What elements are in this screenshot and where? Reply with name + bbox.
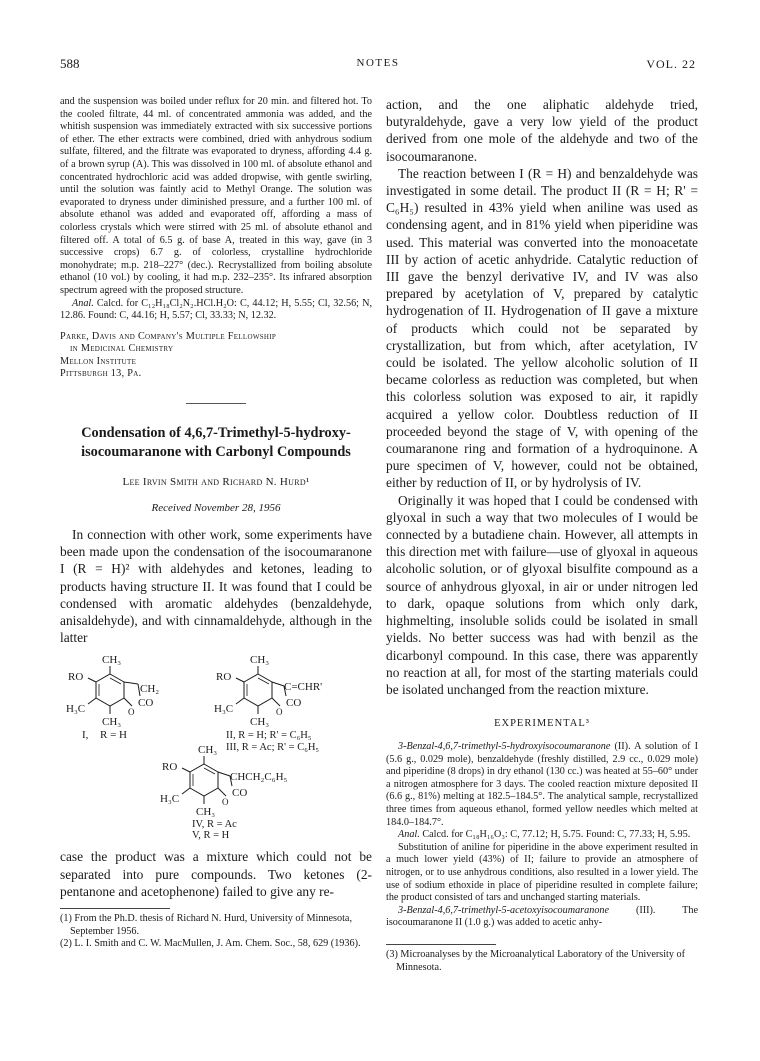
right-paragraph-1: action, and the one aliphatic aldehyde tried, butyraldehyde, gave a very low yield of the product derived from one mole of the aldehyde and two of the isocoumaranone. [386,97,698,164]
footnote-2: (2) L. I. Smith and C. W. MacMullen, J. Am. Chem. Soc., 58, 629 (1936). [60,938,361,950]
experimental-heading: EXPERIMENTAL³ [494,718,590,730]
s1-ro: RO [68,671,84,684]
s1-ch2: CH₂ [140,683,160,696]
right-paragraph-3: Originally it was hoped that I could be condensed with glyoxal in such a way that two molecules of I would be connected by a butadiene chain. However, all attempts in this direction met with failure—use of glyoxal in aqueous alcoholic solution, or of glyoxal bisulfite compound as a source of anhydrous glyoxal, in air or under nitrogen led to dark, opaque solutions from which only dark, highmelting, insoluble solids could be isolated in small yields. No better success was had with benzil as the dicarbonyl compound. In this case, there was apparently no reaction at all, for most of the starting materials could be isolated unchanged from the reaction mixture. [386,492,698,697]
s1-bottom-methyl: CH₃ [102,716,122,729]
s1-h3c: H₃C [66,703,86,716]
volume-label: VOL. 22 [646,57,696,71]
left-column [60,96,372,951]
analysis-line-2 [386,829,698,842]
anal-label: Anal. [72,297,94,309]
footnote-rule-right [386,944,496,945]
structure-II-III [214,654,322,753]
compound-II-title: 3-Benzal-4,6,7-trimethyl-5-hydroxyisocoumaranone [398,741,611,753]
s2-bottom-methyl: CH₃ [250,716,270,729]
right-paragraph-2: The reaction between I (R = H) and benzaldehyde was investigated in some detail. The product II (R = H; R' = C₆H₅) resulted in 43% yield when aniline was used as condensing agent, and in 81% yield when piperidine was used. This material was converted into the monoacetate III by action of acetic anhydride. Catalytic reduction of III gave the benzyl derivative IV, and IV was also prepared by acetylation of V, prepared by catalytic hydrogenation of II. Hydrogenation of II gave a mixture of products which could not be separated by crystallization, but from which, after acetylation, IV could be isolated. The yellow alcoholic solution of II became colorless as reduction was completed, but when this colorless solution was exposed to air, it rapidly acquired a yellow color. Doubtless reduction of II proceeded beyond the stage of V, with opening of the coumaranone ring and formation of a hydroquinone. A pure specimen of V, however, could not be obtained, either by reduction of II, or by hydrolysis of IV. [386,165,698,491]
section-name: NOTES [356,57,400,69]
compound-III-title: 3-Benzal-4,6,7-trimethyl-5-acetoxyisocoumaranone [398,904,610,916]
affiliation-block [60,331,372,381]
article-title-line: isocoumaranone with Carbonyl Compounds [81,444,351,461]
s1-o: O [128,707,135,718]
page-number: 588 [60,56,80,71]
s2-label-2: III, R = Ac; R' = C₆H₅ [226,742,320,754]
article-authors: Lee Irvin Smith and Richard N. Hurd¹ [122,476,310,489]
s2-top-methyl: CH₃ [250,654,270,667]
s3-ro: RO [162,761,178,774]
s2-co: CO [286,697,302,710]
analysis-line [60,298,372,323]
structure-drawing [60,652,372,832]
s1-label-sub: R = H [100,729,127,742]
s1-label-num: I, [82,729,89,742]
experimental-paragraph-sub: Substitution of aniline for piperidine in the above experiment resulted in a much lower yield (43%) of II; failure to provide an atmosphere of nitrogen, or to use anhydrous conditions, also resulted in a lower yield. The use of sodium ethoxide in place of piperidine resulted in complete failure; the product consisted of tars and unchanged starting materials. [386,841,698,904]
article-title [60,424,372,462]
s3-bottom-methyl: CH₃ [196,806,216,819]
s2-chr: C=CHR' [284,681,323,694]
page-header [60,56,696,74]
intro-paragraph: In connection with other work, some experiments have been made upon the condensation of the isocoumaranone I (R = H)² with aldehydes and ketones, leading to products having structure II. It was found that I could be condensed with aromatic aldehydes (benzaldehyde, anisaldehyde), and with cinnamaldehyde, although in the latter [60,527,372,646]
structure-IV-V [160,744,288,830]
s2-o: O [276,707,283,718]
right-column [386,96,698,974]
s3-chch: CHCH₂C₆H₅ [230,771,288,784]
after-structures-paragraph: case the product was a mixture which could not be separated into pure compounds. Two ketones (2-pentanone and acetophenone) failed to give any re- [60,849,372,899]
s2-h3c: H₃C [214,703,234,716]
anal2-label: Anal. [398,829,420,841]
affiliation-line: Mellon Institute [60,355,137,367]
previous-article-paragraph: and the suspension was boiled under reflux for 20 min. and filtered hot. To the cooled filtrate, 44 ml. of concentrated ammonia was added, and the whitish suspension was immediately extracted with six successive portions of ether. The ether extracts were combined, dried with anhydrous sodium sulfate, filtered, and the filtrate was evaporated to dryness, affording 4.4 g. of a brown syrup (A). This was dissolved in 100 ml. of absolute ethanol and concentrated hydrochloric acid was added dropwise, with gentle swirling, until the solution was faintly acid to Methyl Orange. The solution was evaporated to dryness under diminished pressure, and a further 100 ml. of absolute ethanol was added and evaporated off, affording a mass of colorless crystals which were stirred with 25 ml. of absolute ethanol and filtered off. A total of 6.5 g. of base A, treated in this way, gave (in 3 successive crops) 6.7 g. of colorless, crystalline hydrochloride monohydrate; m.p. 218–227° (dec.). Recrystallized from boiling absolute ethanol (10 vol.) by cooling, it had m.p. 232–235°. Its infrared absorption spectrum agreed with the proposed structure. [60,96,372,296]
s1-top-methyl: CH₃ [102,654,122,667]
experimental-paragraph-2 [386,905,698,930]
s3-top-methyl: CH₃ [198,744,218,757]
footnote-1: (1) From the Ph.D. thesis of Richard N. Hurd, University of Minnesota, September 1956. [60,913,353,937]
s1-co: CO [138,697,154,710]
s3-o: O [222,797,229,808]
footnote-rule [60,908,170,909]
article-title-line: Condensation of 4,6,7-Trimethyl-5-hydroxy- [81,425,351,442]
article-divider [186,403,246,404]
affiliation-line: in Medicinal Chemistry [70,343,174,355]
s3-co: CO [232,787,248,800]
footnote-3: (3) Microanalyses by the Microanalytical Laboratory of the University of Minnesota. [386,949,686,973]
compound-III-text: (III). The isocoumaranone II (1.0 g.) was added to acetic anhy- [386,904,698,929]
s3-label-2: V, R = H [192,830,230,842]
s3-h3c: H₃C [160,793,180,806]
received-date: Received November 28, 1956 [151,502,281,515]
s2-label-1: II, R = H; R' = C₆H₅ [226,730,312,742]
affiliation-line: Parke, Davis and Company's Multiple Fellowship [60,330,277,342]
chemical-structures [60,652,372,842]
anal2-text: Calcd. for C₁₈H₁₆O₃: C, 77.12; H, 5.75. Found: C, 77.33; H, 5.95. [419,829,691,841]
affiliation-line: Pittsburgh 13, Pa. [60,368,142,380]
structure-I [66,654,159,741]
compound-II-text: (II). A solution of I (5.6 g., 0.029 mole), benzaldehyde (freshly distilled, 2.9 cc., 0.029 mole) and piperidine (8 drops) in dry ethanol (130 cc.) was heated at 55–60° under a nitrogen atmosphere for 3 days. The cooled reaction mixture deposited II (6.6 g., 81%) melting at 182.5–184.5°. The analytical sample, recrystallized three times from aqueous ethanol, formed yellow needles which melted at 184.0–184.7°. [386,741,698,828]
s3-label-1: IV, R = Ac [192,819,237,831]
experimental-paragraph-1 [386,741,698,829]
s2-ro: RO [216,671,232,684]
anal-text: Calcd. for C₁₂H₁₈Cl₂N₂.HCl.H₂O: C, 44.12; H, 5.55; Cl, 32.56; N, 12.86. Found: C, 44.16; H, 5.57; Cl, 33.33; N, 12.32. [60,297,372,322]
